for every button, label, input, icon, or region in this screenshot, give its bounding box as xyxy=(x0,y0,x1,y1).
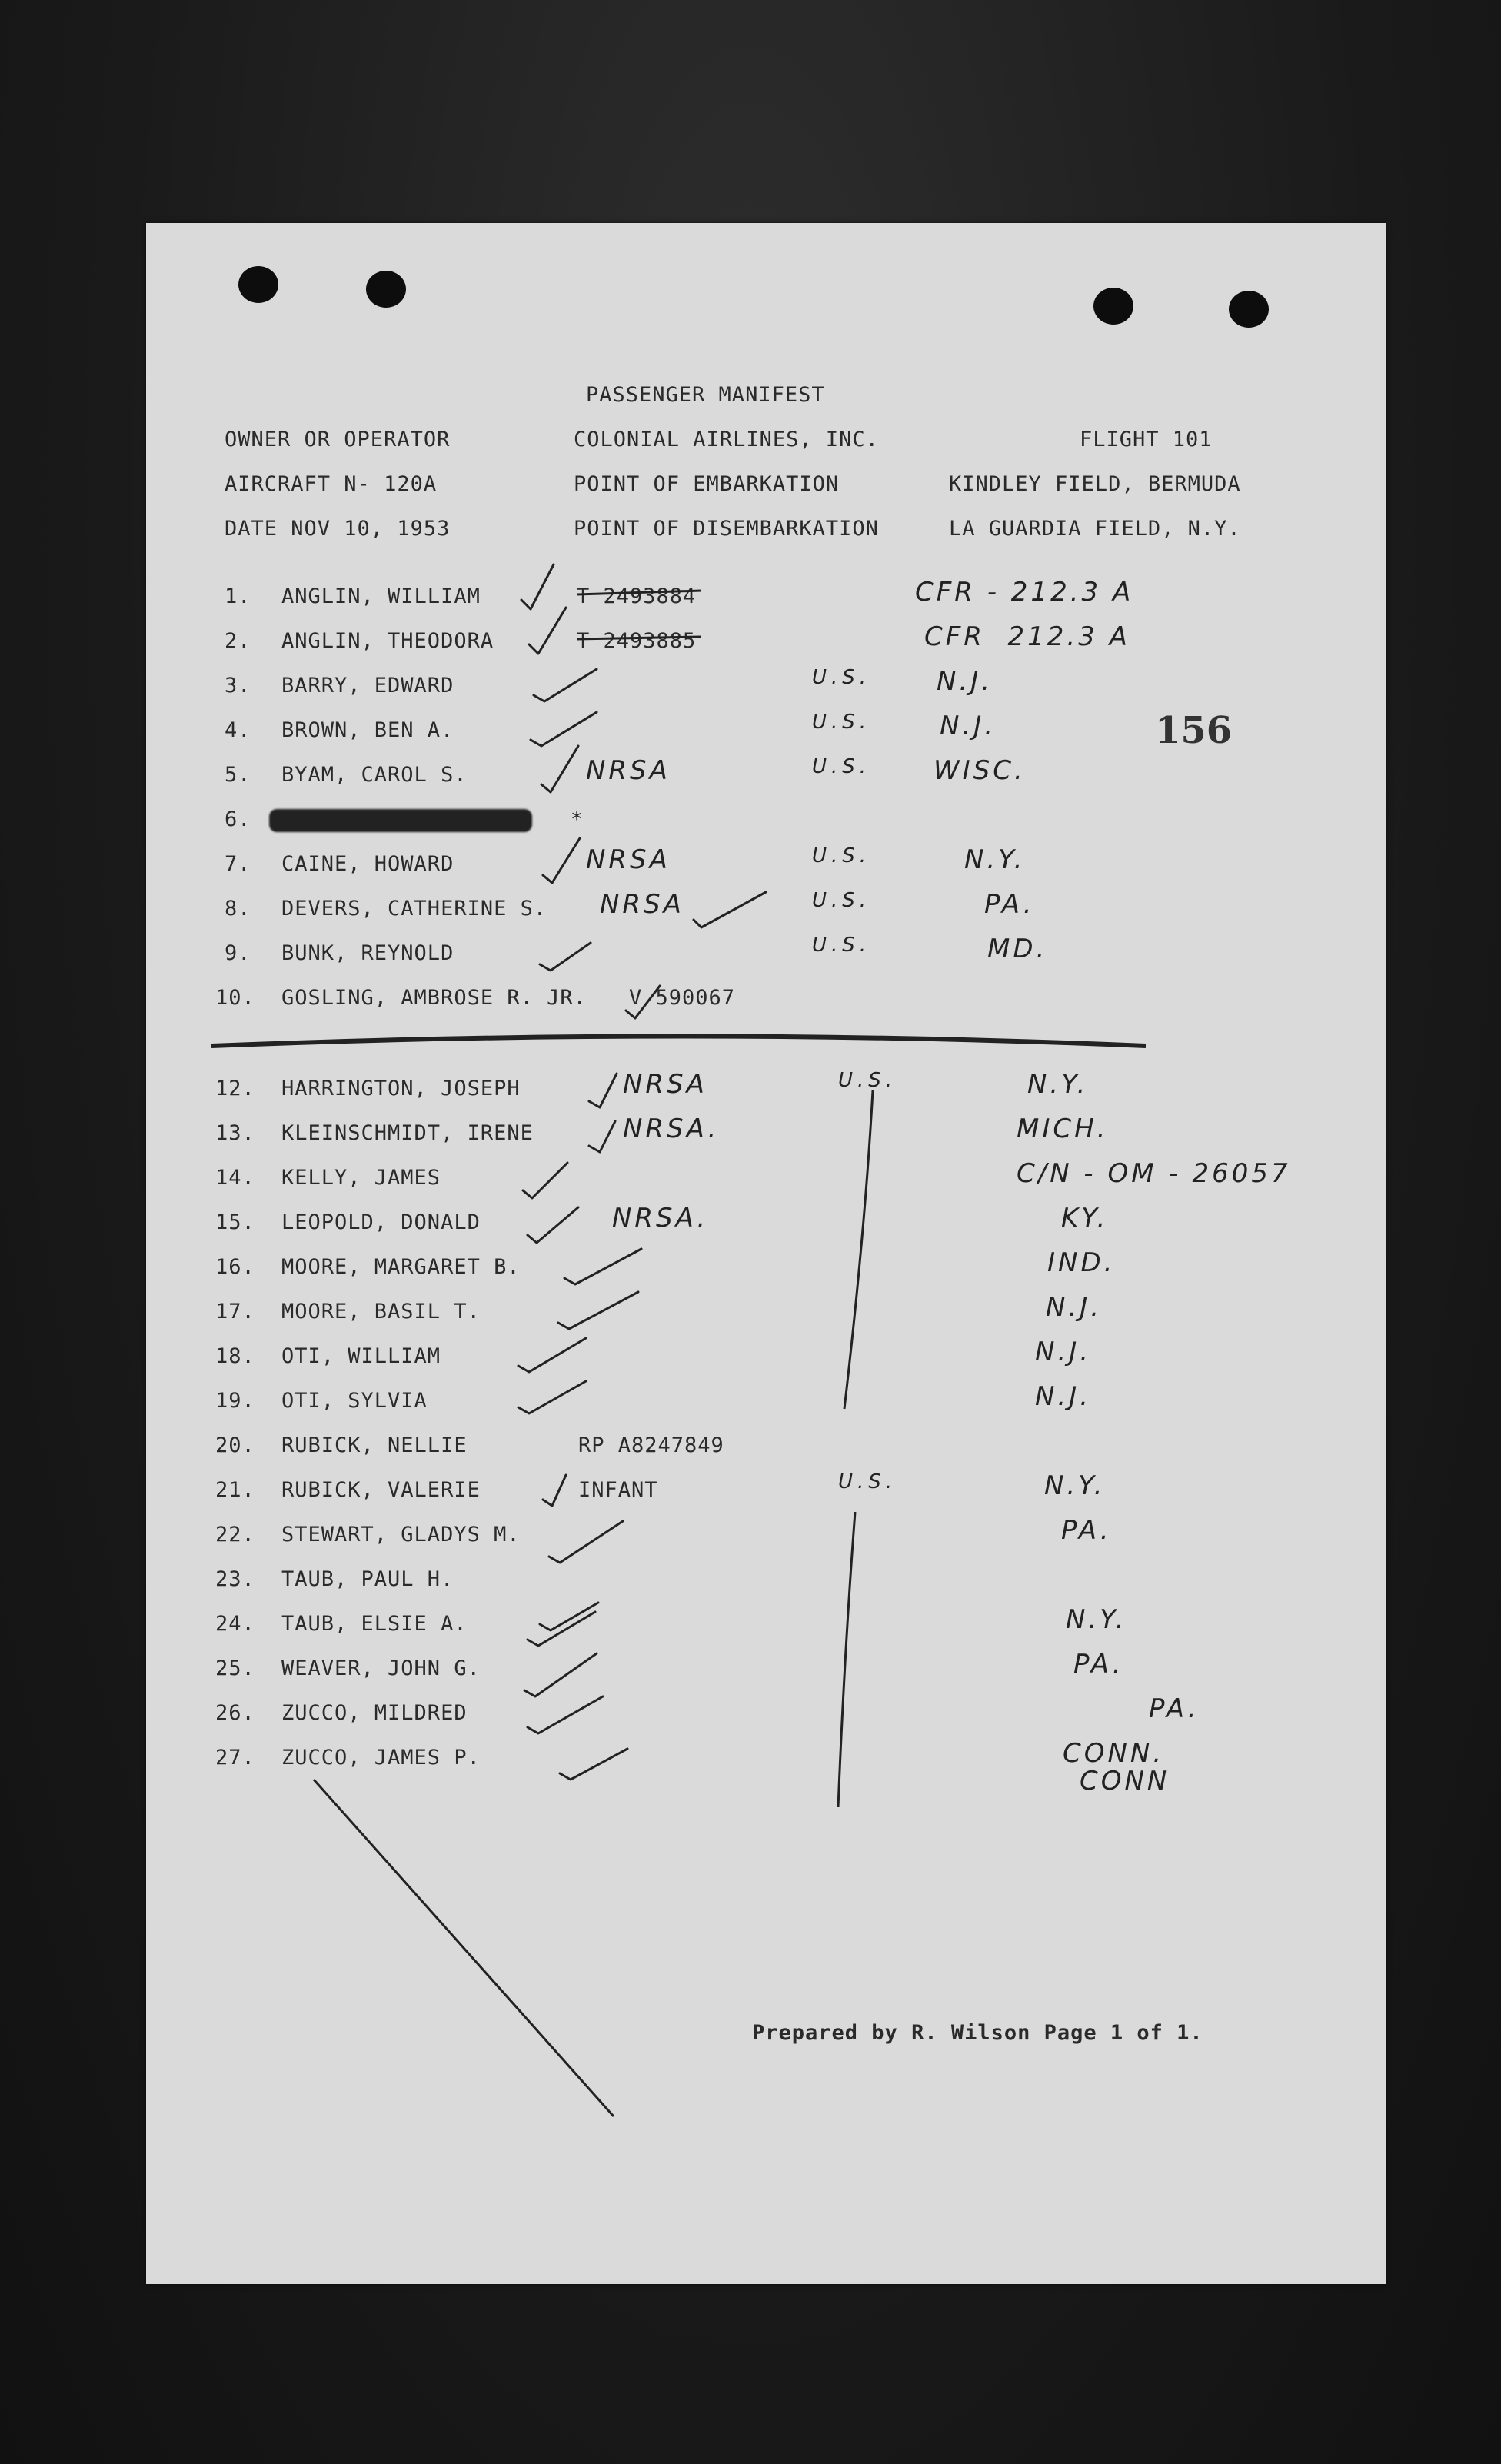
passenger-name: WEAVER, JOHN G. xyxy=(281,1657,481,1680)
passenger-name: ANGLIN, THEODORA xyxy=(281,629,494,653)
passenger-residence: C/N - OM - 26057 xyxy=(1017,1158,1291,1189)
passenger-document-note: RP A8247849 xyxy=(578,1433,724,1457)
passenger-residence: N.Y. xyxy=(1066,1604,1127,1635)
passenger-residence: N.Y. xyxy=(964,844,1026,875)
passenger-document-note: NRSA xyxy=(623,1069,707,1100)
passenger-residence: CFR 212.3 A xyxy=(924,621,1130,652)
passenger-name: OTI, SYLVIA xyxy=(281,1389,428,1413)
passenger-number: 9. xyxy=(225,941,251,965)
passenger-number: 20. xyxy=(215,1433,255,1457)
passenger-document-note: NRSA xyxy=(600,889,684,920)
passenger-number: 26. xyxy=(215,1701,255,1725)
passenger-residence: CFR - 212.3 A xyxy=(915,577,1134,608)
punch-hole xyxy=(1229,291,1269,328)
passenger-number: 18. xyxy=(215,1344,255,1368)
page-stamp-number: 156 xyxy=(1155,709,1233,752)
passenger-nationality: U.S. xyxy=(812,755,871,778)
punch-hole xyxy=(238,266,278,303)
passenger-number: 2. xyxy=(225,629,251,653)
passenger-document-note: NRSA xyxy=(586,844,671,875)
disembark-value: LA GUARDIA FIELD, N.Y. xyxy=(949,517,1241,541)
passenger-residence: WISC. xyxy=(934,755,1026,786)
passenger-name: ZUCCO, JAMES P. xyxy=(281,1746,481,1770)
passenger-name: BARRY, EDWARD xyxy=(281,674,454,698)
passenger-residence: N.J. xyxy=(937,666,993,697)
passenger-residence: MICH. xyxy=(1017,1114,1109,1144)
owner-label: OWNER OR OPERATOR xyxy=(225,428,451,451)
passenger-residence: N.J. xyxy=(1035,1381,1092,1412)
passenger-number: 8. xyxy=(225,897,251,921)
passenger-number: 13. xyxy=(215,1121,255,1145)
passenger-document-note: V 590067 xyxy=(629,986,736,1010)
passenger-name: KELLY, JAMES xyxy=(281,1166,441,1190)
passenger-name: RUBICK, VALERIE xyxy=(281,1478,481,1502)
aircraft-number: AIRCRAFT N- 120A xyxy=(225,472,438,496)
passenger-residence: CONN. xyxy=(1063,1738,1165,1769)
passenger-document-note: T 2493885 xyxy=(577,629,697,653)
passenger-name: BUNK, REYNOLD xyxy=(281,941,454,965)
passenger-document-note: NRSA. xyxy=(612,1203,709,1234)
passenger-residence: PA. xyxy=(984,889,1035,920)
passenger-residence: PA. xyxy=(1073,1649,1124,1680)
passenger-name: TAUB, ELSIE A. xyxy=(281,1612,468,1636)
passenger-residence: N.Y. xyxy=(1044,1470,1106,1501)
redaction-mark xyxy=(269,809,532,832)
passenger-document-note: NRSA. xyxy=(623,1114,720,1144)
passenger-name: BYAM, CAROL S. xyxy=(281,763,468,787)
embark-label: POINT OF EMBARKATION xyxy=(574,472,840,496)
passenger-nationality: U.S. xyxy=(812,889,871,912)
prepared-by-footer: Prepared by R. Wilson Page 1 of 1. xyxy=(752,2021,1203,2045)
passenger-nationality: U.S. xyxy=(812,711,871,734)
passenger-residence: MD. xyxy=(987,934,1048,964)
passenger-residence: N.Y. xyxy=(1027,1069,1089,1100)
passenger-number: 23. xyxy=(215,1567,255,1591)
passenger-number: 12. xyxy=(215,1077,255,1100)
passenger-residence: N.J. xyxy=(1035,1337,1092,1367)
passenger-number: 22. xyxy=(215,1523,255,1547)
passenger-number: 24. xyxy=(215,1612,255,1636)
punch-hole xyxy=(1093,288,1133,325)
passenger-document-note: INFANT xyxy=(578,1478,658,1502)
passenger-nationality: U.S. xyxy=(812,844,871,867)
passenger-number: 21. xyxy=(215,1478,255,1502)
passenger-number: 5. xyxy=(225,763,251,787)
passenger-name: CAINE, HOWARD xyxy=(281,852,454,876)
owner-value: COLONIAL AIRLINES, INC. xyxy=(574,428,879,451)
handwritten-state-note: CONN xyxy=(1080,1766,1170,1796)
passenger-name: GOSLING, AMBROSE R. JR. xyxy=(281,986,587,1010)
passenger-residence: KY. xyxy=(1061,1203,1109,1234)
passenger-number: 10. xyxy=(215,986,255,1010)
passenger-number: 7. xyxy=(225,852,251,876)
disembark-label: POINT OF DISEMBARKATION xyxy=(574,517,879,541)
passenger-name: BROWN, BEN A. xyxy=(281,718,454,742)
passenger-name: STEWART, GLADYS M. xyxy=(281,1523,521,1547)
passenger-name: DEVERS, CATHERINE S. xyxy=(281,897,547,921)
passenger-name: HARRINGTON, JOSEPH xyxy=(281,1077,521,1100)
passenger-document-note: NRSA xyxy=(586,755,671,786)
passenger-residence: PA. xyxy=(1149,1693,1200,1724)
passenger-name: ZUCCO, MILDRED xyxy=(281,1701,468,1725)
passenger-document-note: * xyxy=(571,807,584,831)
passenger-number: 17. xyxy=(215,1300,255,1324)
passenger-name: LEOPOLD, DONALD xyxy=(281,1210,481,1234)
passenger-name: MOORE, MARGARET B. xyxy=(281,1255,521,1279)
passenger-number: 3. xyxy=(225,674,251,698)
passenger-name: TAUB, PAUL H. xyxy=(281,1567,454,1591)
passenger-number: 25. xyxy=(215,1657,255,1680)
passenger-number: 6. xyxy=(225,807,251,831)
passenger-nationality: U.S. xyxy=(838,1069,897,1092)
passenger-residence: IND. xyxy=(1047,1247,1116,1278)
passenger-document-note: T 2493884 xyxy=(577,584,697,608)
manifest-title: PASSENGER MANIFEST xyxy=(586,383,825,407)
passenger-residence: N.J. xyxy=(940,711,997,741)
passenger-nationality: U.S. xyxy=(812,934,871,957)
passenger-name: OTI, WILLIAM xyxy=(281,1344,441,1368)
punch-hole xyxy=(366,271,406,308)
passenger-number: 16. xyxy=(215,1255,255,1279)
flight-date: DATE NOV 10, 1953 xyxy=(225,517,451,541)
passenger-name: KLEINSCHMIDT, IRENE xyxy=(281,1121,534,1145)
passenger-number: 1. xyxy=(225,584,251,608)
flight-number: FLIGHT 101 xyxy=(1080,428,1213,451)
passenger-nationality: U.S. xyxy=(812,666,871,689)
embark-value: KINDLEY FIELD, BERMUDA xyxy=(949,472,1241,496)
passenger-number: 19. xyxy=(215,1389,255,1413)
passenger-number: 15. xyxy=(215,1210,255,1234)
passenger-number: 4. xyxy=(225,718,251,742)
passenger-name: ANGLIN, WILLIAM xyxy=(281,584,481,608)
passenger-number: 14. xyxy=(215,1166,255,1190)
passenger-nationality: U.S. xyxy=(838,1470,897,1493)
passenger-residence: N.J. xyxy=(1046,1292,1103,1323)
passenger-name: MOORE, BASIL T. xyxy=(281,1300,481,1324)
passenger-number: 27. xyxy=(215,1746,255,1770)
passenger-name: RUBICK, NELLIE xyxy=(281,1433,468,1457)
passenger-residence: PA. xyxy=(1061,1515,1112,1546)
